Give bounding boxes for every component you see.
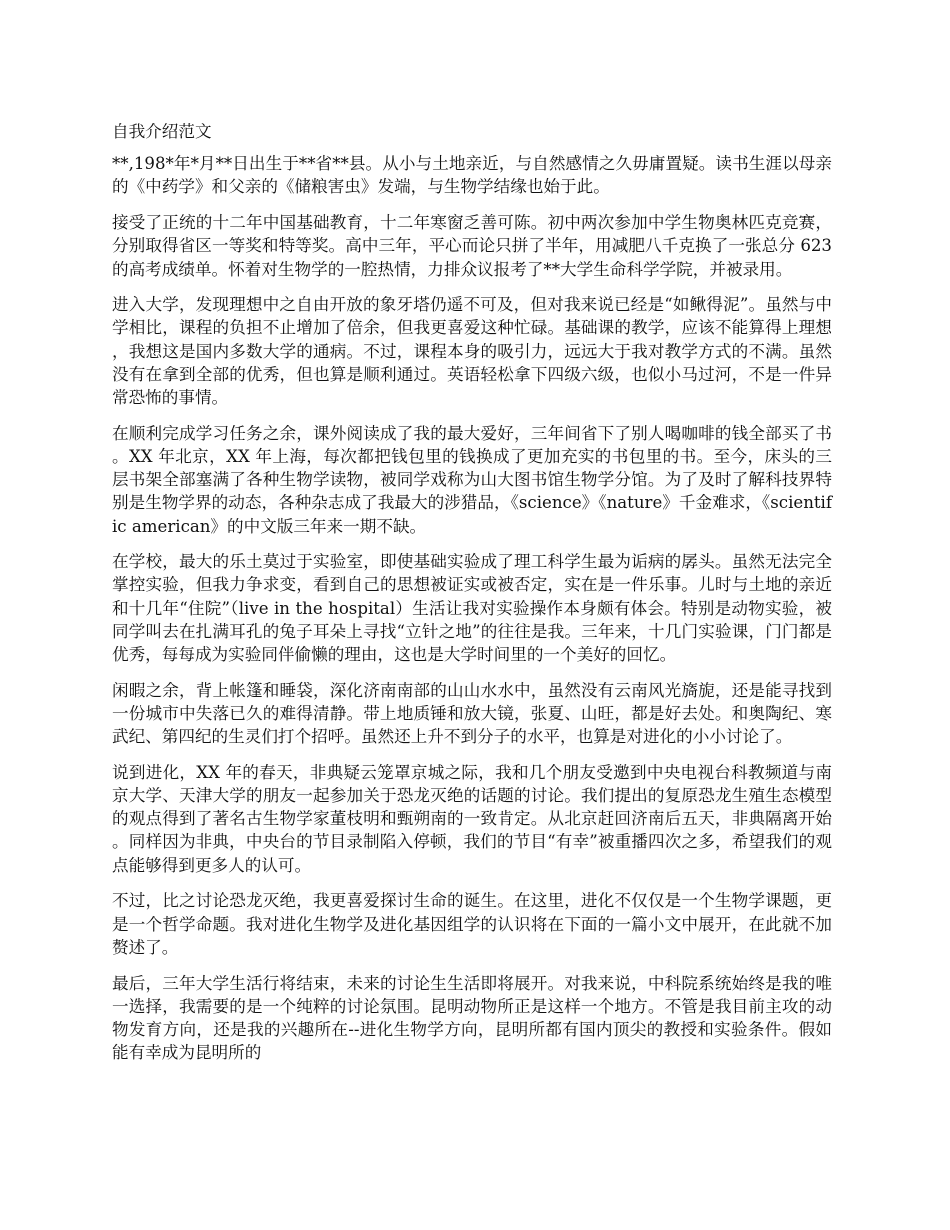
document-page xyxy=(112,120,832,1077)
paragraph-1: **,198*年*月**日出生于**省**县。从小与土地亲近，与自然感情之久毋庸置疑。读书生涯以母亲的《中药学》和父亲的《储粮害虫》发端，与生物学结缘也始于此。 xyxy=(112,154,832,197)
paragraph-3: 进入大学，发现理想中之自由开放的象牙塔仍遥不可及，但对我来说已经是“如鳅得泥”。虽然与中学相比，课程的负担不止增加了倍余，但我更喜爱这种忙碌。基础课的教学，应该不能算得上理想，我想这是国内多数大学的通病。不过，课程本身的吸引力，远远大于我对教学方式的不满。虽然没有在拿到全部的优秀，但也算是顺利通过。英语轻松拿下四级六级，也似小马过河，不是一件异常恐怖的事情。 xyxy=(112,295,832,408)
paragraph-4: 在顺利完成学习任务之余，课外阅读成了我的最大爱好，三年间省下了别人喝咖啡的钱全部买了书。XX 年北京，XX 年上海，每次都把钱包里的钱换成了更加充实的书包里的书。至今，床头的三层书架全部塞满了各种生物学读物，被同学戏称为山大图书馆生物学分馆。为了及时了解科技界特别是生物学界的动态，各种杂志成了我最大的涉猎品，《science》《nature》千金难求，《scientific american》的中文版三年来一期不缺。 xyxy=(112,423,832,536)
paragraph-5: 在学校，最大的乐土莫过于实验室，即使基础实验成了理工科学生最为诟病的孱头。虽然无法完全掌控实验，但我力争求变，看到自己的思想被证实或被否定，实在是一件乐事。儿时与土地的亲近和十几年“住院”（live in the hospital）生活让我对实验操作本身颇有体会。特别是动物实验，被同学叫去在扎满耳孔的兔子耳朵上寻找“立针之地”的往往是我。三年来，十几门实验课，门门都是优秀，每每成为实验同伴偷懒的理由，这也是大学时间里的一个美好的回忆。 xyxy=(112,552,832,665)
paragraph-8: 不过，比之讨论恐龙灭绝，我更喜爱探讨生命的诞生。在这里，进化不仅仅是一个生物学课题，更是一个哲学命题。我对进化生物学及进化基因组学的认识将在下面的一篇小文中展开，在此就不加赘述了。 xyxy=(112,891,832,957)
paragraph-9: 最后，三年大学生活行将结束，未来的讨论生生活即将展开。对我来说，中科院系统始终是我的唯一选择，我需要的是一个纯粹的讨论氛围。昆明动物所正是这样一个地方。不管是我目前主攻的动物发育方向，还是我的兴趣所在--进化生物学方向，昆明所都有国内顶尖的教授和实验条件。假如能有幸成为昆明所的 xyxy=(112,973,832,1063)
document-title: 自我介绍范文 xyxy=(112,122,212,141)
paragraph-2: 接受了正统的十二年中国基础教育，十二年寒窗乏善可陈。初中两次参加中学生物奥林匹克竞赛，分别取得省区一等奖和特等奖。高中三年，平心而论只拼了半年，用减肥八千克换了一张总分 623 的高考成绩单。怀着对生物学的一腔热情，力排众议报考了**大学生命科学学院，并被录用。 xyxy=(112,213,832,279)
paragraph-7: 说到进化，XX 年的春天，非典疑云笼罩京城之际，我和几个朋友受邀到中央电视台科教频道与南京大学、天津大学的朋友一起参加关于恐龙灭绝的话题的讨论。我们提出的复原恐龙生殖生态模型的观点得到了著名古生物学家董枝明和甄朔南的一致肯定。从北京赶回济南后五天，非典隔离开始。同样因为非典，中央台的节目录制陷入停顿，我们的节目“有幸”被重播四次之多，希望我们的观点能够得到更多人的认可。 xyxy=(112,762,832,875)
paragraph-6: 闲暇之余，背上帐篷和睡袋，深化济南南部的山山水水中，虽然没有云南风光旖旎，还是能寻找到一份城市中失落已久的难得清静。带上地质锤和放大镜，张夏、山旺，都是好去处。和奥陶纪、寒武纪、第四纪的生灵们打个招呼。虽然还上升不到分子的水平，也算是对进化的小小讨论了。 xyxy=(112,680,832,747)
